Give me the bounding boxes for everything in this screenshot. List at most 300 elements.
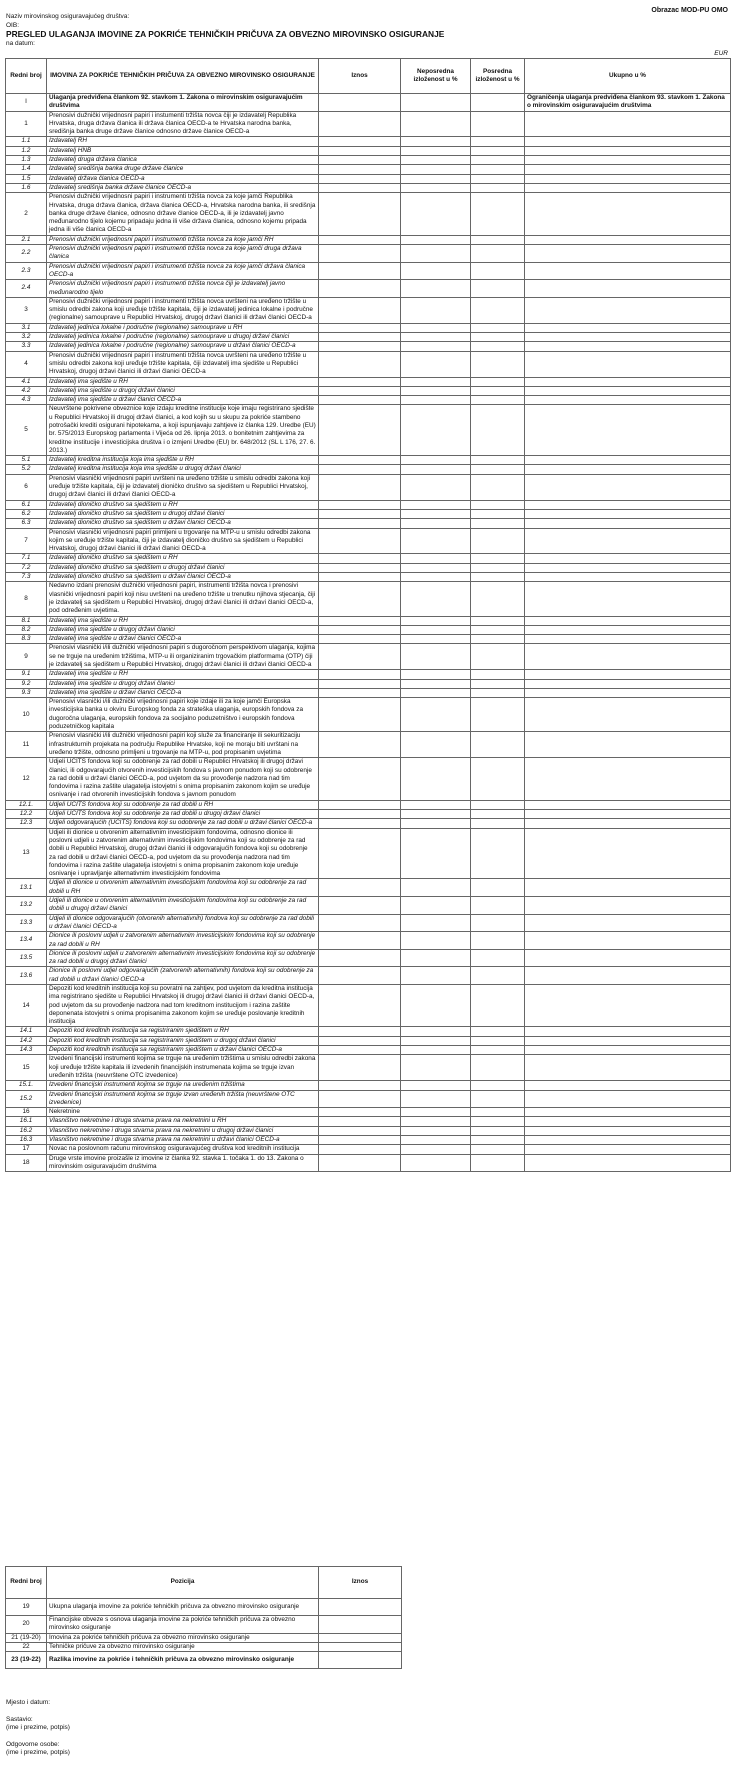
table-row [6,262,731,280]
amount-cell[interactable] [319,156,401,165]
total-percent-cell[interactable] [525,573,731,582]
amount-cell[interactable] [319,1046,401,1055]
direct-exposure-cell[interactable] [401,474,471,500]
total-percent-cell[interactable] [525,245,731,263]
indirect-exposure-cell[interactable] [471,500,525,509]
row-number: 14 [6,984,47,1026]
direct-exposure-cell[interactable] [401,351,471,377]
indirect-exposure-cell[interactable] [471,509,525,518]
total-percent-cell[interactable] [525,183,731,192]
row-number: 3.2 [6,333,47,342]
row-description: Izdavatelj druga država članica [47,156,319,165]
amount-cell[interactable] [319,1136,401,1145]
total-percent-cell[interactable] [525,500,731,509]
amount-cell[interactable] [319,984,401,1026]
direct-exposure-cell[interactable] [401,914,471,932]
direct-exposure-cell[interactable] [401,698,471,732]
row-number: 3.1 [6,323,47,332]
indirect-exposure-cell[interactable] [471,810,525,819]
indirect-exposure-cell[interactable] [471,183,525,192]
total-percent-cell[interactable] [525,732,731,758]
table-row [6,1616,402,1634]
total-percent-cell[interactable] [525,625,731,634]
indirect-exposure-cell[interactable] [471,456,525,465]
amount-cell[interactable] [319,474,401,500]
total-percent-cell[interactable] [525,174,731,183]
table-row [6,377,731,386]
direct-exposure-cell[interactable] [401,582,471,616]
indirect-exposure-cell[interactable] [471,528,525,554]
table-row [6,351,731,377]
total-percent-cell[interactable] [525,342,731,351]
row-description: Prenosivi dužnički vrijednosni papiri i instrumenti tržišta novca za koje jamči Republika Hrvatska, druga država članica, država članica OECD-a, Hrvatska narodna banka, ili središnja banka druge države članice, odnosno države članice OECD-a, ili je izdavatelj javno međunarodno tijelo kojemu pripadaju jedna ili više država članica, odnosno kojemu pripada jedna ili više članica OECD-a [47,193,319,235]
indirect-exposure-cell[interactable] [471,1136,525,1145]
direct-exposure-cell[interactable] [401,732,471,758]
amount-cell[interactable] [319,1652,402,1669]
direct-exposure-cell[interactable] [401,644,471,670]
indirect-exposure-cell[interactable] [471,156,525,165]
amount-cell[interactable] [319,563,401,572]
direct-exposure-cell[interactable] [401,1154,471,1172]
row-number: 23 (19-22) [6,1652,47,1669]
direct-exposure-cell[interactable] [401,509,471,518]
amount-cell[interactable] [319,625,401,634]
direct-exposure-cell[interactable] [401,1117,471,1126]
table-row [6,563,731,572]
row-number: 17 [6,1145,47,1154]
direct-exposure-cell[interactable] [401,1055,471,1081]
indirect-exposure-cell[interactable] [471,644,525,670]
total-percent-cell[interactable] [525,405,731,456]
total-percent-cell[interactable] [525,670,731,679]
total-percent-cell[interactable] [525,984,731,1026]
amount-cell[interactable] [319,1599,402,1616]
direct-exposure-cell[interactable] [401,165,471,174]
direct-exposure-cell[interactable] [401,1108,471,1117]
amount-cell[interactable] [319,1117,401,1126]
amount-cell[interactable] [319,1154,401,1172]
direct-exposure-cell[interactable] [401,1036,471,1045]
direct-exposure-cell[interactable] [401,137,471,146]
total-percent-cell[interactable] [525,165,731,174]
total-percent-cell[interactable] [525,519,731,528]
amount-cell[interactable] [319,1055,401,1081]
total-percent-cell[interactable] [525,351,731,377]
indirect-exposure-cell[interactable] [471,1036,525,1045]
indirect-exposure-cell[interactable] [471,625,525,634]
amount-cell[interactable] [319,819,401,828]
indirect-exposure-cell[interactable] [471,949,525,967]
table-row [6,245,731,263]
amount-cell[interactable] [319,932,401,950]
total-percent-cell[interactable] [525,1108,731,1117]
indirect-exposure-cell[interactable] [471,582,525,616]
total-percent-cell[interactable] [525,679,731,688]
total-percent-cell[interactable] [525,563,731,572]
direct-exposure-cell[interactable] [401,679,471,688]
indirect-exposure-cell[interactable] [471,679,525,688]
direct-exposure-cell[interactable] [401,500,471,509]
indirect-exposure-cell[interactable] [471,828,525,879]
amount-cell[interactable] [319,235,401,244]
indirect-exposure-cell[interactable] [471,396,525,405]
row-number: 14.3 [6,1046,47,1055]
indirect-exposure-cell[interactable] [471,165,525,174]
indirect-exposure-cell[interactable] [471,732,525,758]
amount-cell[interactable] [319,573,401,582]
row-description: Izdavatelj jedinica lokalne i područne (regionalne) samouprave u državi članici OECD-a [47,342,319,351]
amount-cell[interactable] [319,967,401,985]
total-percent-cell[interactable] [525,137,731,146]
table-row [6,819,731,828]
amount-cell[interactable] [319,897,401,915]
total-percent-cell[interactable] [525,156,731,165]
row-number: 13 [6,828,47,879]
col-redni-broj: Redni broj [6,1567,47,1599]
row-number: 8.1 [6,616,47,625]
indirect-exposure-cell[interactable] [471,262,525,280]
indirect-exposure-cell[interactable] [471,137,525,146]
amount-cell[interactable] [319,635,401,644]
amount-cell[interactable] [319,245,401,263]
direct-exposure-cell[interactable] [401,1090,471,1108]
amount-cell[interactable] [319,949,401,967]
amount-cell[interactable] [319,644,401,670]
indirect-exposure-cell[interactable] [471,323,525,332]
row-description: Izdavatelj kreditna institucija koja ima sjedište u drugoj državi članici [47,465,319,474]
total-percent-cell[interactable] [525,262,731,280]
direct-exposure-cell[interactable] [401,396,471,405]
row-description: Izdavatelj ima sjedište u državi članici OECD-a [47,396,319,405]
direct-exposure-cell[interactable] [401,967,471,985]
direct-exposure-cell[interactable] [401,280,471,298]
amount-cell[interactable] [319,1633,402,1642]
indirect-exposure-cell[interactable] [471,897,525,915]
indirect-exposure-cell[interactable] [471,386,525,395]
total-percent-cell[interactable] [525,1136,731,1145]
total-percent-cell[interactable] [525,1145,731,1154]
total-percent-cell[interactable] [525,1117,731,1126]
indirect-exposure-cell[interactable] [471,1046,525,1055]
indirect-exposure-cell[interactable] [471,519,525,528]
row-number: 16 [6,1108,47,1117]
indirect-exposure-cell[interactable] [471,1154,525,1172]
amount-cell[interactable] [319,1081,401,1090]
amount-cell[interactable] [319,377,401,386]
indirect-exposure-cell[interactable] [471,405,525,456]
amount-cell[interactable] [319,1090,401,1108]
table-row [6,1136,731,1145]
total-percent-cell[interactable] [525,1027,731,1036]
indirect-exposure-cell[interactable] [471,1126,525,1135]
indirect-exposure-cell[interactable] [471,688,525,697]
total-percent-cell[interactable] [525,456,731,465]
total-percent-cell[interactable] [525,377,731,386]
direct-exposure-cell[interactable] [401,688,471,697]
amount-cell[interactable] [319,193,401,235]
indirect-exposure-cell[interactable] [471,1055,525,1081]
indirect-exposure-cell[interactable] [471,563,525,572]
amount-cell[interactable] [319,323,401,332]
amount-cell[interactable] [319,280,401,298]
total-percent-cell[interactable] [525,914,731,932]
total-percent-cell[interactable] [525,616,731,625]
direct-exposure-cell[interactable] [401,1145,471,1154]
amount-cell[interactable] [319,616,401,625]
total-percent-cell[interactable] [525,323,731,332]
amount-cell[interactable] [319,810,401,819]
direct-exposure-cell[interactable] [401,465,471,474]
direct-exposure-cell[interactable] [401,1081,471,1090]
indirect-exposure-cell[interactable] [471,800,525,809]
direct-exposure-cell[interactable] [401,297,471,323]
direct-exposure-cell[interactable] [401,111,471,137]
total-percent-cell[interactable] [525,1126,731,1135]
amount-cell[interactable] [319,1126,401,1135]
direct-exposure-cell[interactable] [401,94,471,112]
amount-cell[interactable] [319,1027,401,1036]
indirect-exposure-cell[interactable] [471,879,525,897]
direct-exposure-cell[interactable] [401,932,471,950]
indirect-exposure-cell[interactable] [471,1090,525,1108]
total-percent-cell[interactable] [525,949,731,967]
direct-exposure-cell[interactable] [401,156,471,165]
total-percent-cell[interactable] [525,1090,731,1108]
total-percent-cell[interactable] [525,819,731,828]
direct-exposure-cell[interactable] [401,554,471,563]
indirect-exposure-cell[interactable] [471,1027,525,1036]
total-percent-cell[interactable] [525,509,731,518]
indirect-exposure-cell[interactable] [471,342,525,351]
amount-cell[interactable] [319,262,401,280]
amount-cell[interactable] [319,1036,401,1045]
amount-cell[interactable] [319,342,401,351]
amount-cell[interactable] [319,1145,401,1154]
direct-exposure-cell[interactable] [401,758,471,800]
col-pozicija: Pozicija [47,1567,319,1599]
indirect-exposure-cell[interactable] [471,819,525,828]
direct-exposure-cell[interactable] [401,245,471,263]
total-percent-cell[interactable] [525,758,731,800]
indirect-exposure-cell[interactable] [471,146,525,155]
amount-cell[interactable] [319,146,401,155]
direct-exposure-cell[interactable] [401,528,471,554]
row-description: Izdavatelj ima sjedište u drugoj državi članici [47,386,319,395]
direct-exposure-cell[interactable] [401,235,471,244]
amount-cell[interactable] [319,732,401,758]
total-percent-cell[interactable] [525,967,731,985]
direct-exposure-cell[interactable] [401,828,471,879]
amount-cell[interactable] [319,509,401,518]
total-percent-cell[interactable] [525,932,731,950]
indirect-exposure-cell[interactable] [471,1081,525,1090]
indirect-exposure-cell[interactable] [471,280,525,298]
total-percent-cell[interactable] [525,465,731,474]
amount-cell[interactable] [319,137,401,146]
total-percent-cell[interactable] [525,688,731,697]
amount-cell[interactable] [319,828,401,879]
direct-exposure-cell[interactable] [401,342,471,351]
direct-exposure-cell[interactable] [401,146,471,155]
indirect-exposure-cell[interactable] [471,554,525,563]
direct-exposure-cell[interactable] [401,810,471,819]
total-percent-cell[interactable] [525,1154,731,1172]
direct-exposure-cell[interactable] [401,635,471,644]
direct-exposure-cell[interactable] [401,377,471,386]
amount-cell[interactable] [319,1642,402,1651]
total-percent-cell[interactable] [525,528,731,554]
amount-cell[interactable] [319,165,401,174]
indirect-exposure-cell[interactable] [471,932,525,950]
direct-exposure-cell[interactable] [401,193,471,235]
direct-exposure-cell[interactable] [401,386,471,395]
amount-cell[interactable] [319,94,401,112]
amount-cell[interactable] [319,679,401,688]
direct-exposure-cell[interactable] [401,573,471,582]
table-row [6,500,731,509]
total-percent-cell[interactable] [525,879,731,897]
indirect-exposure-cell[interactable] [471,351,525,377]
total-percent-cell[interactable] [525,1081,731,1090]
direct-exposure-cell[interactable] [401,174,471,183]
direct-exposure-cell[interactable] [401,333,471,342]
total-percent-cell[interactable] [525,193,731,235]
amount-cell[interactable] [319,405,401,456]
total-percent-cell[interactable] [525,635,731,644]
direct-exposure-cell[interactable] [401,949,471,967]
total-percent-cell[interactable] [525,333,731,342]
indirect-exposure-cell[interactable] [471,245,525,263]
amount-cell[interactable] [319,554,401,563]
total-percent-cell[interactable] [525,1036,731,1045]
direct-exposure-cell[interactable] [401,1027,471,1036]
amount-cell[interactable] [319,333,401,342]
indirect-exposure-cell[interactable] [471,465,525,474]
indirect-exposure-cell[interactable] [471,758,525,800]
total-percent-cell[interactable] [525,474,731,500]
total-percent-cell[interactable] [525,582,731,616]
row-description: Dionice ili poslovni udjeli u zatvorenim alternativnim investicijskim fondovima koji su odobrenje za rad dobili u RH [47,932,319,950]
total-percent-cell[interactable] [525,698,731,732]
amount-cell[interactable] [319,800,401,809]
direct-exposure-cell[interactable] [401,879,471,897]
indirect-exposure-cell[interactable] [471,670,525,679]
total-percent-cell[interactable] [525,828,731,879]
table-row [6,323,731,332]
total-percent-cell[interactable] [525,235,731,244]
direct-exposure-cell[interactable] [401,670,471,679]
indirect-exposure-cell[interactable] [471,297,525,323]
direct-exposure-cell[interactable] [401,405,471,456]
total-percent-cell[interactable] [525,146,731,155]
row-description: Prenosivi dužnički vrijednosni papiri i instrumenti tržišta novca uvršteni na uređeno tržište u smislu odredbi zakona koji uređuje tržište kapitala, čiji je izdavatelj jedinica lokalne i područne (regionalne) samouprave u Republici Hrvatskoj, drugoj državi članici ili državi članici OECD-a [47,297,319,323]
indirect-exposure-cell[interactable] [471,1145,525,1154]
total-percent-cell[interactable] [525,280,731,298]
amount-cell[interactable] [319,519,401,528]
amount-cell[interactable] [319,698,401,732]
indirect-exposure-cell[interactable] [471,698,525,732]
direct-exposure-cell[interactable] [401,819,471,828]
amount-cell[interactable] [319,670,401,679]
direct-exposure-cell[interactable] [401,984,471,1026]
col-redni-broj: Redni broj [6,59,47,94]
total-percent-cell[interactable] [525,800,731,809]
total-percent-cell[interactable] [525,386,731,395]
direct-exposure-cell[interactable] [401,456,471,465]
amount-cell[interactable] [319,688,401,697]
total-percent-cell[interactable] [525,297,731,323]
row-number: 19 [6,1599,47,1616]
indirect-exposure-cell[interactable] [471,333,525,342]
total-percent-cell[interactable] [525,644,731,670]
amount-cell[interactable] [319,879,401,897]
amount-cell[interactable] [319,111,401,137]
amount-cell[interactable] [319,386,401,395]
amount-cell[interactable] [319,351,401,377]
total-percent-cell[interactable] [525,1055,731,1081]
indirect-exposure-cell[interactable] [471,967,525,985]
amount-cell[interactable] [319,174,401,183]
direct-exposure-cell[interactable] [401,616,471,625]
direct-exposure-cell[interactable] [401,1136,471,1145]
amount-cell[interactable] [319,456,401,465]
amount-cell[interactable] [319,758,401,800]
amount-cell[interactable] [319,500,401,509]
total-percent-cell[interactable] [525,1046,731,1055]
indirect-exposure-cell[interactable] [471,193,525,235]
direct-exposure-cell[interactable] [401,625,471,634]
indirect-exposure-cell[interactable] [471,1108,525,1117]
indirect-exposure-cell[interactable] [471,111,525,137]
amount-cell[interactable] [319,396,401,405]
indirect-exposure-cell[interactable] [471,1117,525,1126]
indirect-exposure-cell[interactable] [471,235,525,244]
amount-cell[interactable] [319,465,401,474]
indirect-exposure-cell[interactable] [471,635,525,644]
direct-exposure-cell[interactable] [401,563,471,572]
amount-cell[interactable] [319,528,401,554]
total-percent-cell[interactable] [525,810,731,819]
indirect-exposure-cell[interactable] [471,474,525,500]
direct-exposure-cell[interactable] [401,262,471,280]
indirect-exposure-cell[interactable] [471,377,525,386]
total-percent-cell[interactable] [525,396,731,405]
amount-cell[interactable] [319,1108,401,1117]
indirect-exposure-cell[interactable] [471,984,525,1026]
indirect-exposure-cell[interactable] [471,573,525,582]
amount-cell[interactable] [319,914,401,932]
direct-exposure-cell[interactable] [401,1046,471,1055]
direct-exposure-cell[interactable] [401,1126,471,1135]
indirect-exposure-cell[interactable] [471,914,525,932]
row-number: 5.1 [6,456,47,465]
total-percent-cell[interactable] [525,554,731,563]
direct-exposure-cell[interactable] [401,519,471,528]
amount-cell[interactable] [319,183,401,192]
direct-exposure-cell[interactable] [401,323,471,332]
indirect-exposure-cell[interactable] [471,616,525,625]
indirect-exposure-cell[interactable] [471,174,525,183]
indirect-exposure-cell[interactable] [471,94,525,112]
direct-exposure-cell[interactable] [401,897,471,915]
total-percent-cell[interactable] [525,897,731,915]
amount-cell[interactable] [319,582,401,616]
direct-exposure-cell[interactable] [401,800,471,809]
total-percent-cell[interactable] [525,111,731,137]
direct-exposure-cell[interactable] [401,183,471,192]
amount-cell[interactable] [319,1616,402,1634]
amount-cell[interactable] [319,297,401,323]
